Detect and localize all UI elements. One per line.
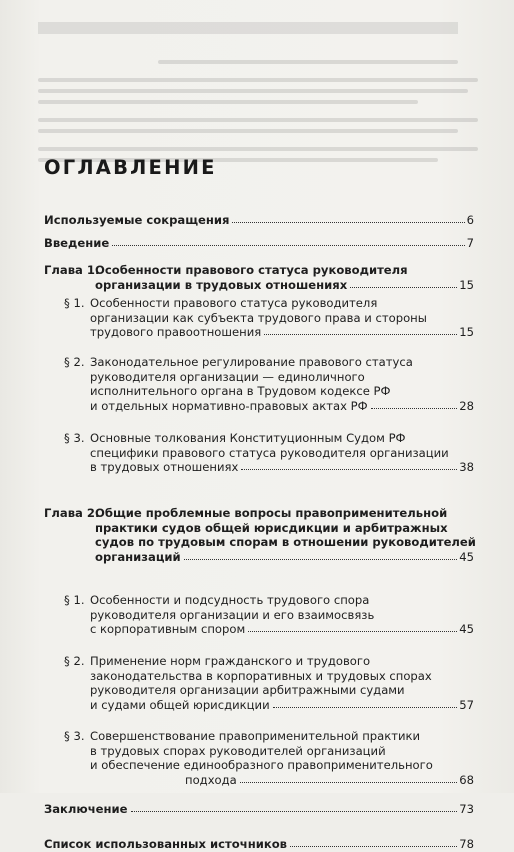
- toc-section-entry[interactable]: [44, 431, 474, 475]
- toc-entry-title-line: Применение норм гражданского и трудового: [90, 654, 371, 668]
- toc-entry-number: § 1.: [64, 296, 85, 310]
- toc-entry-title-line: Основные толкования Конституционным Судом РФ: [90, 431, 406, 445]
- toc-page-number: 73: [459, 802, 474, 816]
- toc-page-number: 45: [459, 622, 474, 637]
- toc-entry-title-line: руководителя организации арбитражными судами: [90, 683, 405, 698]
- toc-entry-title-line: и обеспечение единообразного правоприменительного: [90, 758, 433, 773]
- toc-entry-title-line: руководителя организации и его взаимосвязь: [90, 607, 375, 622]
- toc-entry-title-line: и отдельных нормативно-правовых актах РФ: [90, 398, 368, 413]
- dot-leader: [184, 550, 458, 560]
- toc-entry-title-line: и судами общей юрисдикции: [90, 697, 270, 712]
- toc-page-number: 7: [466, 236, 474, 250]
- toc-entry-body: [95, 263, 474, 292]
- page-title: ОГЛАВЛЕНИЕ: [44, 156, 217, 179]
- dot-leader: [232, 213, 464, 223]
- toc-entry-title-line: в трудовых отношениях: [90, 460, 239, 475]
- toc-entry-title-line: Используемые сокращения: [44, 213, 230, 227]
- toc-entry-title-line: с корпоративным спором: [90, 622, 246, 637]
- toc-entry-title-line: законодательства в корпоративных и трудовых спорах: [90, 668, 432, 683]
- toc-page-number: 38: [459, 460, 474, 475]
- toc-entry-body: [44, 837, 474, 852]
- toc-entry-number: § 3.: [64, 729, 85, 743]
- toc-entry-title-line: в трудовых спорах руководителей организаций: [90, 743, 386, 758]
- toc-entry-title-line: организаций: [95, 549, 181, 564]
- toc-entry-title-line: Особенности и подсудность трудового спора: [90, 593, 370, 607]
- toc-section-entry[interactable]: [44, 654, 474, 712]
- dot-leader: [112, 236, 464, 246]
- toc-page-number: 57: [459, 697, 474, 712]
- toc-entry-title-line: руководителя организации — единоличного: [90, 369, 365, 384]
- toc-entry-title-line: практики судов общей юрисдикции и арбитражных: [95, 520, 448, 535]
- toc-entry-title-line: организации как субъекта трудового права и стороны: [90, 310, 427, 325]
- toc-entry-body: [44, 236, 474, 251]
- toc-section-entry[interactable]: [44, 729, 474, 787]
- toc-entry-body: [90, 593, 474, 637]
- toc-entry-title-line: организации в трудовых отношениях: [95, 277, 348, 292]
- dot-leader: [241, 460, 457, 470]
- toc-page-number: 15: [459, 277, 474, 292]
- toc-entry-title-line: трудового правоотношения: [90, 325, 262, 340]
- toc-entry-body: [44, 213, 474, 228]
- toc-entry-title-line: подхода: [185, 772, 237, 787]
- toc-page-number: 45: [459, 549, 474, 564]
- toc-entry-title-line: Общие проблемные вопросы правоприменительной: [95, 506, 448, 520]
- toc-entry-title-line: Совершенствование правоприменительной практики: [90, 729, 421, 743]
- toc-entry-number: Глава 2.: [44, 506, 100, 520]
- dot-leader: [290, 837, 457, 847]
- toc-chapter-entry[interactable]: [44, 236, 474, 251]
- toc-entry-title-line: Особенности правового статуса руководителя: [90, 296, 378, 310]
- toc-chapter-entry[interactable]: [44, 837, 474, 852]
- toc-entry-number: § 1.: [64, 593, 85, 607]
- toc-chapter-entry[interactable]: [44, 213, 474, 228]
- toc-entry-title-line: Особенности правового статуса руководителя: [95, 263, 408, 277]
- toc-page-number: 68: [459, 772, 474, 787]
- dot-leader: [240, 773, 457, 783]
- dot-leader: [371, 399, 458, 409]
- dot-leader: [273, 698, 458, 708]
- toc-section-entry[interactable]: [44, 593, 474, 637]
- dot-leader: [350, 278, 457, 288]
- toc-entry-title-line: Список использованных источников: [44, 837, 288, 851]
- toc-entry-body: [44, 802, 474, 817]
- toc-chapter-entry[interactable]: [44, 506, 474, 564]
- toc-chapter-entry[interactable]: [44, 802, 474, 817]
- toc-entry-number: § 2.: [64, 654, 85, 668]
- toc-entry-body: [90, 654, 474, 712]
- toc-entry-title-line: исполнительного органа в Трудовом кодексе РФ: [90, 384, 391, 399]
- toc-page-number: 28: [459, 398, 474, 413]
- toc-entry-body: [95, 506, 474, 564]
- dot-leader: [248, 622, 457, 632]
- toc-section-entry[interactable]: [44, 355, 474, 413]
- toc-entry-body: [90, 729, 474, 787]
- toc-entry-body: [90, 431, 474, 475]
- toc-entry-title-line: специфики правового статуса руководителя организации: [90, 445, 449, 460]
- toc-entry-number: § 3.: [64, 431, 85, 445]
- toc-entry-title-line: судов по трудовым спорам в отношении руководителей: [95, 535, 476, 550]
- toc-entry-number: § 2.: [64, 355, 85, 369]
- toc-section-entry[interactable]: [44, 296, 474, 340]
- toc-page-number: 15: [459, 325, 474, 340]
- dot-leader: [131, 802, 458, 812]
- toc-entry-number: Глава 1.: [44, 263, 100, 277]
- toc-page-number: 6: [466, 213, 474, 227]
- toc-page-number: 78: [459, 837, 474, 851]
- dot-leader: [264, 325, 457, 335]
- toc-entry-body: [90, 296, 474, 340]
- show-through-text: [38, 22, 488, 169]
- toc-entry-title-line: Заключение: [44, 802, 128, 816]
- toc-entry-body: [90, 355, 474, 413]
- toc-entry-title-line: Законодательное регулирование правового статуса: [90, 355, 413, 369]
- toc-entry-title-line: Введение: [44, 236, 110, 250]
- toc-chapter-entry[interactable]: [44, 263, 474, 292]
